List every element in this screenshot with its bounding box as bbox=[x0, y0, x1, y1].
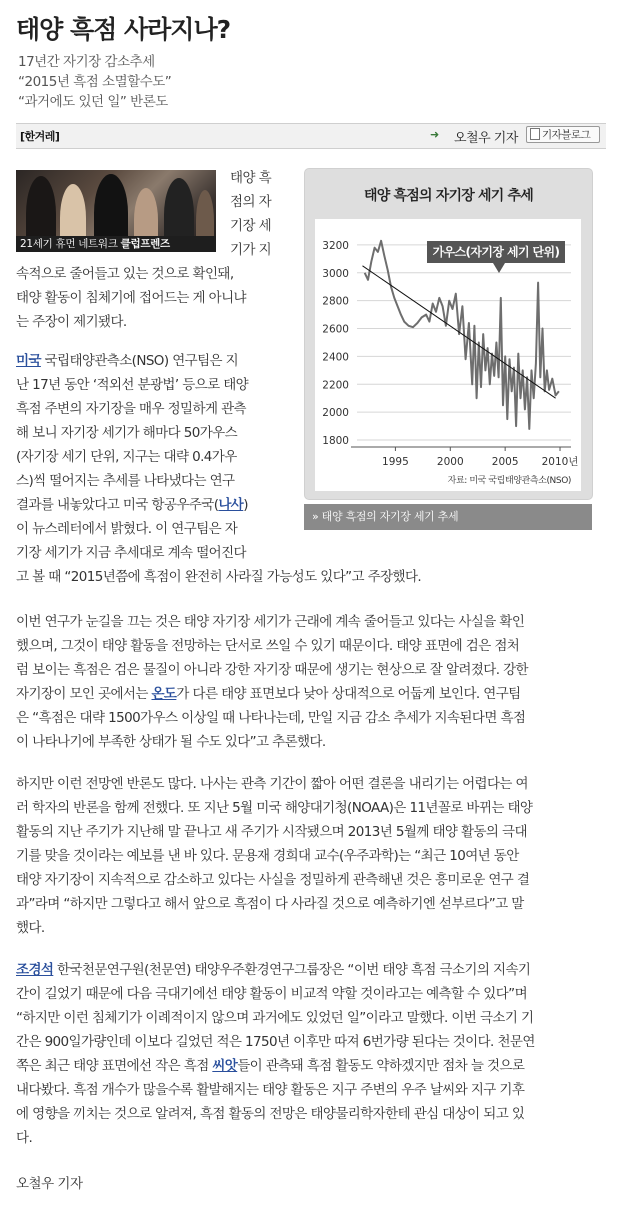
text-line: 속적으로 줄어들고 있는 것으로 확인돼, bbox=[16, 266, 234, 282]
text-line: 고 볼 때 “2015년쯤에 흑점이 완전히 사라질 가능성도 있다”고 주장했다. bbox=[16, 569, 422, 585]
x-tick-label: 2005 bbox=[491, 456, 519, 468]
text-line: 흑점 주변의 자기장을 매우 정밀하게 관측 bbox=[16, 401, 246, 417]
y-tick-label: 2600 bbox=[322, 323, 349, 336]
text-line bbox=[16, 958, 606, 982]
text-span: 들이 관측돼 흑점 활동도 약하겠지만 점차 늘 것으로 bbox=[237, 1058, 525, 1074]
text-span: 쪽은 최근 태양 표면에선 작은 흑점 bbox=[16, 1058, 213, 1074]
subtitles bbox=[18, 52, 171, 112]
text-line: 점의 자 bbox=[230, 194, 272, 210]
source-note: 자료: 미국 국립태양관측소(NSO) bbox=[447, 476, 571, 486]
byline-bar bbox=[16, 123, 606, 149]
paragraph-1 bbox=[16, 166, 606, 334]
y-tick-label: 3000 bbox=[322, 267, 349, 280]
text-line: 활동의 지난 주기가 지난해 말 끝나고 새 주기가 시작됐으며 2013년 5월께 태양 활동의 극대 bbox=[16, 824, 527, 840]
text-line: 해 보니 자기장 세기가 해마다 50가우스 bbox=[16, 425, 238, 441]
blog-button-label: 기자블로그 bbox=[542, 129, 591, 141]
signoff: 오철우 기자 bbox=[16, 1176, 83, 1192]
text-line: 기를 맞을 것이라는 예보를 낸 바 있다. 문용재 경희대 교수(우주과학)는 “최근 10여년 동안 bbox=[16, 848, 519, 864]
text-line: 다. bbox=[16, 1130, 33, 1146]
link-usa[interactable]: 미국 bbox=[16, 353, 41, 369]
paragraph-5 bbox=[16, 958, 606, 1150]
text-line: 이 나타나기에 부족한 상태가 될 수도 있다”고 추론했다. bbox=[16, 734, 326, 750]
text-line: 난 17년 동안 ‘적외선 분광법’ 등으로 태양 bbox=[16, 377, 249, 393]
text-span: ) bbox=[243, 497, 248, 513]
text-line: 는 주장이 제기됐다. bbox=[16, 314, 127, 330]
text-line bbox=[16, 349, 606, 373]
text-line: 태양 자기장이 지속적으로 감소하고 있다는 사실을 정밀하게 관측해낸 것은 흥미로운 연구 결 bbox=[16, 872, 530, 888]
headline: 태양 흑점 사라지나? bbox=[16, 15, 231, 44]
text-line: 간은 900일가량인데 이보다 길었던 적은 1750년 이후만 따져 6번가량 된다는 것이다. 천문연 bbox=[16, 1034, 535, 1050]
text-span: 가 다른 태양 표면보다 낮아 상대적으로 어둡게 보인다. 연구팀 bbox=[176, 686, 521, 702]
text-span: 자기장이 모인 곳에서는 bbox=[16, 686, 152, 702]
reporter-blog-button[interactable] bbox=[526, 126, 600, 143]
y-tick-label: 2200 bbox=[322, 379, 349, 392]
y-tick-label: 2400 bbox=[322, 351, 349, 364]
text-line: (자기장 세기 단위, 지구는 대략 0.4가우 bbox=[16, 449, 237, 465]
y-tick-label: 3200 bbox=[322, 239, 349, 252]
text-line: 이 뉴스레터에서 밝혔다. 이 연구팀은 자 bbox=[16, 521, 238, 537]
text-line: 스)씩 떨어지는 추세를 나타냈다는 연구 bbox=[16, 473, 235, 489]
ad-caption-text: 21세기 휴먼 네트워크 bbox=[20, 238, 118, 250]
text-line bbox=[16, 682, 606, 706]
text-line: 과”라며 “하지만 그렇다고 해서 앞으로 흑점이 다 사라질 것으로 예측하기엔 섣부르다”고 말 bbox=[16, 896, 524, 912]
text-line bbox=[16, 1054, 606, 1078]
text-line: 러 학자의 반론을 함께 전했다. 또 지난 5월 미국 해양대기청(NOAA)은 11년꼴로 바뀌는 태양 bbox=[16, 800, 533, 816]
subtitle: 17년간 자기장 감소추세 bbox=[18, 54, 155, 70]
link-person[interactable]: 조경석 bbox=[16, 962, 54, 978]
text-line: “하지만 이런 침체기가 이례적이지 않으며 과거에도 있었던 일”이라고 말했다. 이번 극소기 기 bbox=[16, 1010, 534, 1026]
subtitle: “2015년 흑점 소멸할수도” bbox=[18, 74, 172, 90]
y-tick-label: 2000 bbox=[322, 407, 349, 420]
arrow-right-icon: ➜ bbox=[430, 128, 440, 141]
text-line: 간이 길었기 때문에 다음 극대기에선 태양 활동이 비교적 약할 것이라고는 예측할 수 있다”며 bbox=[16, 986, 528, 1002]
text-line: 기장 세 bbox=[230, 218, 272, 234]
chart-title: 태양 흑점의 자기장 세기 추세 bbox=[364, 188, 533, 204]
text-line: 했다. bbox=[16, 920, 45, 936]
chart-caption[interactable]: » 태양 흑점의 자기장 세기 추세 bbox=[304, 504, 592, 530]
legend-label: 가우스(자기장 세기 단위) bbox=[432, 245, 560, 259]
text-line: 기장 세기가 지금 추세대로 계속 떨어진다 bbox=[16, 545, 246, 561]
document-icon bbox=[530, 128, 540, 140]
text-line: 태양 흑 bbox=[230, 170, 272, 186]
x-tick-label: 1995 bbox=[382, 456, 409, 468]
paragraph-4 bbox=[16, 772, 606, 940]
y-tick-label: 2800 bbox=[322, 295, 349, 308]
link-seed[interactable]: 씨앗 bbox=[212, 1058, 238, 1074]
ad-caption-brand: 클럽프렌즈 bbox=[120, 238, 170, 250]
paragraph-3 bbox=[16, 610, 606, 754]
text-span: 한국천문연구원(천문연) 태양우주환경연구그룹장은 “이번 태양 흑점 극소기의 지속기 bbox=[53, 962, 531, 978]
text-line: 에 영향을 끼치는 것으로 알려져, 흑점 활동의 전망은 태양물리학자한테 관심 대상이 되고 있 bbox=[16, 1106, 525, 1122]
text-line: 은 “흑점은 대략 1500가우스 이상일 때 나타나는데, 만일 지금 감소 추세가 지속된다면 흑점 bbox=[16, 710, 526, 726]
text-line bbox=[16, 493, 606, 517]
text-line: 이번 연구가 눈길을 끄는 것은 태양 자기장 세기가 근래에 계속 줄어들고 있다는 사실을 확인 bbox=[16, 614, 525, 630]
text-line: 했으며, 그것이 태양 활동을 전망하는 단서로 쓰일 수 있기 때문이다. 태양 표면에 검은 점처 bbox=[16, 638, 520, 654]
subtitle: “과거에도 있던 일” 반론도 bbox=[18, 94, 168, 110]
y-tick-label: 1800 bbox=[322, 435, 349, 448]
source-name: [한겨레] bbox=[20, 130, 60, 143]
text-line: 내다봤다. 흑점 개수가 많을수록 활발해지는 태양 활동은 지구 주변의 우주 날씨와 지구 기후 bbox=[16, 1082, 525, 1098]
reporter-link[interactable]: 오철우 기자 bbox=[454, 131, 518, 146]
text-line: 기가 지 bbox=[230, 242, 272, 258]
text-span: 국립태양관측소(NSO) 연구팀은 지 bbox=[40, 353, 239, 369]
x-tick-label: 2000 bbox=[436, 456, 464, 468]
text-line: 태양 활동이 침체기에 접어드는 게 아니냐 bbox=[16, 290, 246, 306]
paragraph-2 bbox=[16, 349, 606, 589]
text-line: 하지만 이런 전망엔 반론도 많다. 나사는 관측 기간이 짧아 어떤 결론을 내리기는 어렵다는 여 bbox=[16, 776, 528, 792]
x-tick-label: 2010년 bbox=[541, 456, 579, 468]
link-temperature[interactable]: 온도 bbox=[151, 686, 177, 702]
link-nasa[interactable]: 나사 bbox=[218, 497, 244, 513]
text-line: 럼 보이는 흑점은 검은 물질이 아니라 강한 자기장 때문에 생기는 현상으로 잘 알려졌다. 강한 bbox=[16, 662, 528, 678]
text-span: 결과를 내놓았다고 미국 항공우주국( bbox=[16, 497, 219, 513]
